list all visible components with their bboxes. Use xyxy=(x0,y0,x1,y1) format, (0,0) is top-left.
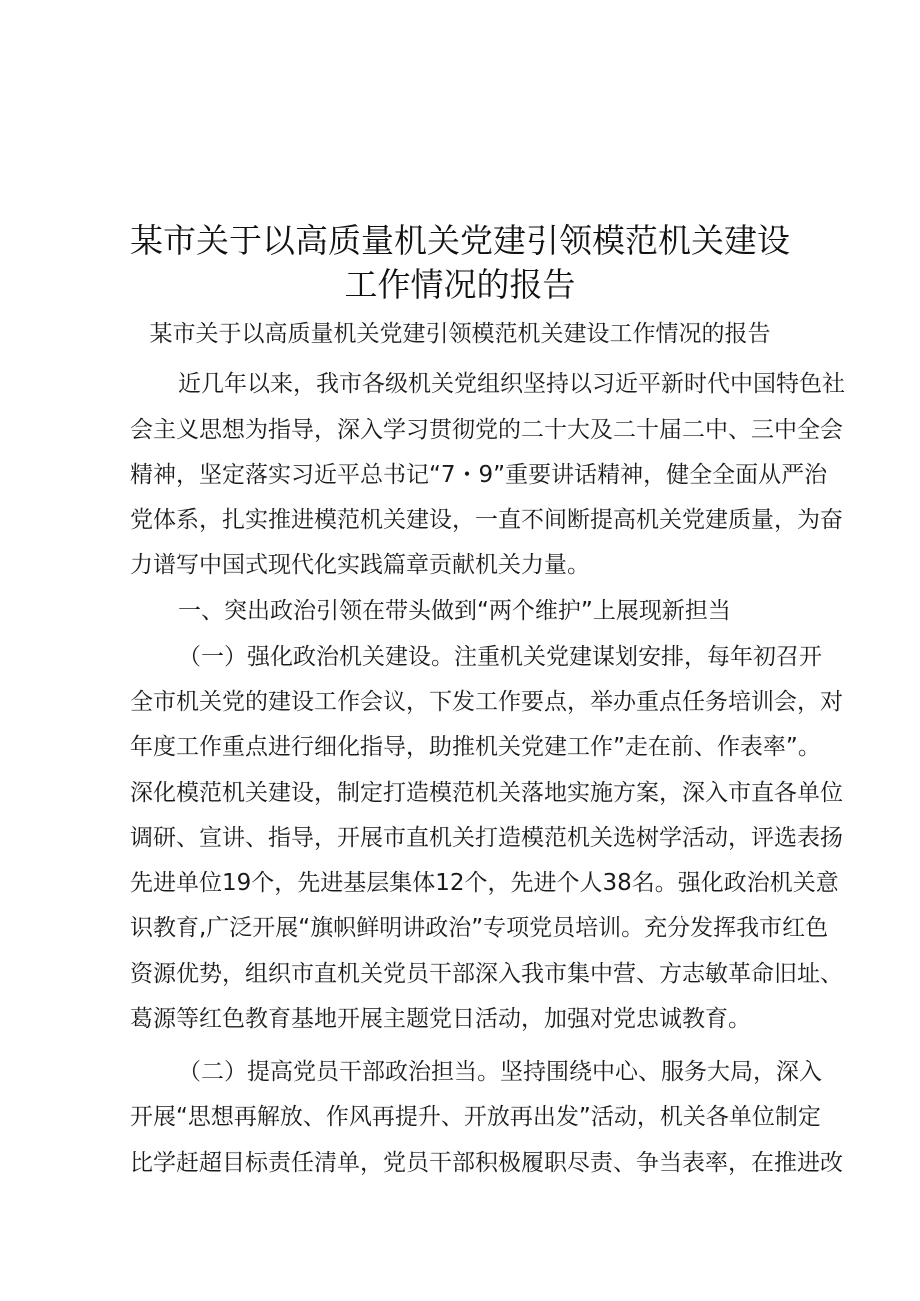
paragraph-line: 精神，坚定落实习近平总书记“7・9”重要讲话精神，健全全面从严治 xyxy=(130,462,828,488)
paragraph-line: 近几年以来，我市各级机关党组织坚持以习近平新时代中国特色社 xyxy=(178,371,845,397)
section-heading: 一、突出政治引领在带头做到“两个维护”上展现新担当 xyxy=(178,598,731,624)
document-title-line-1: 某市关于以高质量机关党建引领模范机关建设 xyxy=(130,221,790,260)
paragraph-line: 比学赶超目标责任清单，党员干部积极履职尽责、争当表率，在推进改 xyxy=(130,1150,843,1176)
paragraph-line: 资源优势，组织市直机关党员干部深入我市集中营、方志敏革命旧址、 xyxy=(130,961,843,987)
paragraph-line: 葛源等红色教育基地开展主题党日活动，加强对党忠诚教育。 xyxy=(130,1006,751,1032)
paragraph-line: 深化模范机关建设，制定打造模范机关落地实施方案，深入市直各单位 xyxy=(130,780,843,806)
paragraph-line: 会主义思想为指导，深入学习贯彻党的二十大及二十届二中、三中全会 xyxy=(130,417,843,443)
paragraph-line: 力谱写中国式现代化实践篇章贡献机关力量。 xyxy=(130,552,590,578)
paragraph-line: 党体系，扎实推进模范机关建设，一直不间断提高机关党建质量，为奋 xyxy=(130,507,843,533)
paragraph-line: 全市机关党的建设工作会议，下发工作要点，举办重点任务培训会，对 xyxy=(130,689,843,715)
paragraph-line: 调研、宣讲、指导，开展市直机关打造模范机关选树学活动，评选表扬 xyxy=(130,825,843,851)
paragraph-line: （二）提高党员干部政治担当。坚持围绕中心、服务大局，深入 xyxy=(178,1059,822,1085)
paragraph-line: 先进单位19个，先进基层集体12个，先进个人38名。强化政治机关意 xyxy=(130,870,839,896)
document-subtitle: 某市关于以高质量机关党建引领模范机关建设工作情况的报告 xyxy=(149,321,771,347)
document-title-line-2: 工作情况的报告 xyxy=(344,265,576,304)
paragraph-line: 年度工作重点进行细化指导，助推机关党建工作”走在前、作表率”。 xyxy=(130,734,821,760)
paragraph-line: 识教育,广泛开展“旗帜鲜明讲政治”专项党员培训。充分发挥我市红色 xyxy=(130,915,829,941)
paragraph-line: （一）强化政治机关建设。注重机关党建谋划安排，每年初召开 xyxy=(178,644,822,670)
paragraph-line: 开展“思想再解放、作风再提升、开放再出发”活动，机关各单位制定 xyxy=(130,1104,821,1130)
